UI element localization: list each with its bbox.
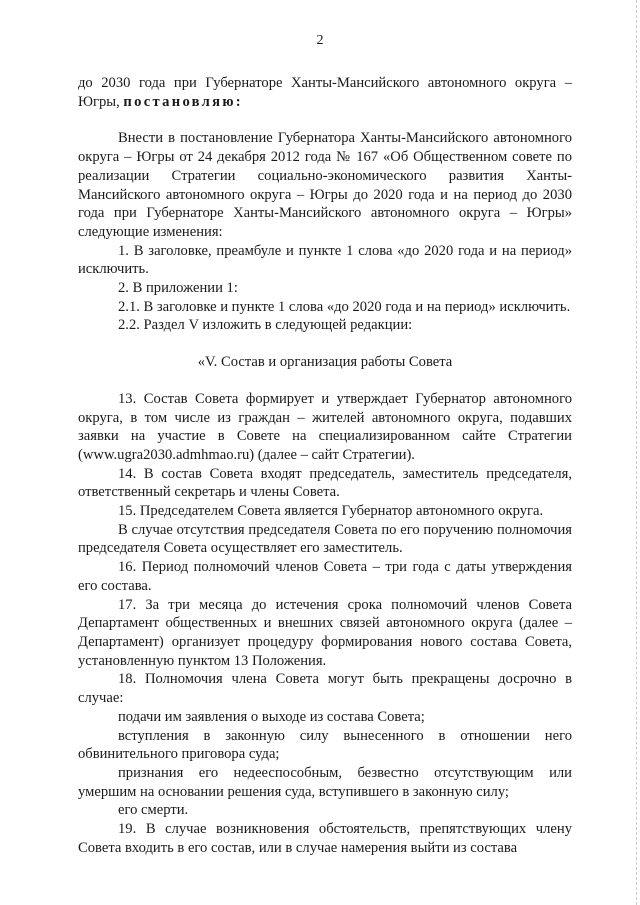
paragraph-18-death: его смерти. xyxy=(118,802,189,819)
paragraph-16: 16. Период полномочий членов Совета – три года с даты утверждения его состава. xyxy=(78,559,572,594)
paragraph-13: 13. Состав Совета формирует и утверждает Губернатор автономного округа, в том числе из граждан – жителей автономного округа, подавших заявки на участие в Совете на специализированном сайте Стратегии (www.ugra2030.admhmao.ru) (далее – сайт Стратегии). xyxy=(78,390,572,463)
paragraph-item-2-2: 2.2. Раздел V изложить в следующей редакции: xyxy=(118,317,413,334)
section-heading: «V. Состав и организация работы Совета xyxy=(197,354,453,371)
paragraph-item-2-1: 2.1. В заголовке и пункте 1 слова «до 2020 года и на период» исключить. xyxy=(118,298,571,315)
paragraph-15-absence: В случае отсутствия председателя Совета по его поручению полномочия председателя Совета осуществляет его заместитель. xyxy=(78,521,572,557)
paragraph-18: 18. Полномочия члена Совета могут быть прекращены досрочно в случае: xyxy=(78,671,572,707)
page-edge xyxy=(635,0,637,905)
paragraph-amend: Внести в постановление Губернатора Ханты-Мансийского автономного округа – Югры от 24 декабря 2012 года № 167 «Об Общественном совете по реализации Стратегии социально-экономического развития Ханты-Мансийского автономного округа – Югры до 2020 года и на период до 2030 года при Губернаторе Ханты-Мансийского автономного округа – Югры» следующие изменения: xyxy=(78,130,572,240)
page-number: 2 xyxy=(316,33,324,48)
paragraph-18-resignation: подачи им заявления о выходе из состава Совета; xyxy=(118,708,425,725)
document-body xyxy=(78,74,572,857)
paragraph-19: 19. В случае возникновения обстоятельств, препятствующих члену Совета входить в его состав, или в случае намерения выйти из состава xyxy=(78,821,572,856)
intro-paragraph xyxy=(78,74,572,111)
paragraph-18-verdict: вступления в законную силу вынесенного в отношении него обвинительного приговора суда; xyxy=(78,727,572,763)
decree-word: постановляю: xyxy=(123,93,243,110)
paragraph-14: 14. В состав Совета входят председатель, заместитель председателя, ответственный секретарь и члены Совета. xyxy=(78,465,572,501)
paragraph-18-incapacity: признания его недееспособным, безвестно отсутствующим или умершим на основании решения суда, вступившего в законную силу; xyxy=(78,764,572,800)
paragraph-item-1: 1. В заголовке, преамбуле и пункте 1 слова «до 2020 года и на период» исключить. xyxy=(78,242,572,278)
paragraph-17: 17. За три месяца до истечения срока полномочий членов Совета Департамент общественных и внешних связей автономного округа (далее – Департамент) организует процедуру формирования нового состава Совета, установленную пунктом 13 Положения. xyxy=(78,596,572,669)
paragraph-item-2: 2. В приложении 1: xyxy=(118,280,238,297)
paragraph-15: 15. Председателем Совета является Губернатор автономного округа. xyxy=(118,503,544,520)
intro-text: до 2030 года при Губернаторе Ханты-Мансийского автономного округа – Югры, xyxy=(78,75,572,110)
